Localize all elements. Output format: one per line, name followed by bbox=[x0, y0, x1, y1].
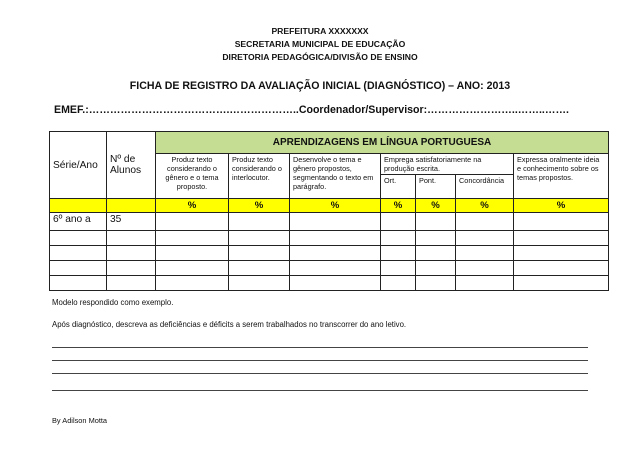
table-cell[interactable] bbox=[514, 231, 609, 246]
criterion-interlocutor: Produz texto considerando o interlocutor. bbox=[229, 154, 290, 199]
row-alunos[interactable]: 35 bbox=[107, 213, 156, 231]
note-instruction: Após diagnóstico, descreva as deficiências e déficits a serem trabalhados no transcorrer do ano letivo. bbox=[52, 320, 407, 329]
table-cell[interactable] bbox=[229, 213, 290, 231]
table-cell[interactable] bbox=[456, 213, 514, 231]
answer-line[interactable] bbox=[52, 347, 588, 348]
table-cell[interactable] bbox=[456, 231, 514, 246]
subcol-concordancia: Concordância bbox=[456, 175, 514, 199]
table-cell[interactable] bbox=[229, 246, 290, 261]
table-cell[interactable] bbox=[229, 231, 290, 246]
percent-cell: % bbox=[381, 199, 416, 213]
table-cell[interactable] bbox=[156, 261, 229, 276]
table-cell[interactable] bbox=[416, 276, 456, 291]
table-row bbox=[50, 261, 609, 276]
percent-cell: % bbox=[514, 199, 609, 213]
table-cell[interactable] bbox=[156, 213, 229, 231]
table-cell[interactable] bbox=[416, 261, 456, 276]
table-cell[interactable] bbox=[107, 231, 156, 246]
table-cell[interactable] bbox=[456, 261, 514, 276]
table-cell[interactable] bbox=[107, 276, 156, 291]
col-serie-ano: Série/Ano bbox=[50, 132, 107, 199]
table-cell[interactable] bbox=[381, 261, 416, 276]
footer-author: By Adilson Motta bbox=[52, 416, 108, 425]
table-cell[interactable] bbox=[290, 276, 381, 291]
criterion-oralidade: Expressa oralmente ideia e conhecimento sobre os temas propostos. bbox=[514, 154, 609, 199]
table-row bbox=[50, 213, 609, 231]
table-cell[interactable] bbox=[229, 276, 290, 291]
table-cell[interactable] bbox=[50, 246, 107, 261]
percent-cell: % bbox=[229, 199, 290, 213]
table-cell[interactable] bbox=[290, 213, 381, 231]
assessment-table bbox=[49, 131, 609, 291]
percent-cell: % bbox=[290, 199, 381, 213]
subcol-pontuacao: Pont. bbox=[416, 175, 456, 199]
table-cell[interactable] bbox=[156, 246, 229, 261]
answer-line[interactable] bbox=[52, 360, 588, 361]
answer-line[interactable] bbox=[52, 390, 588, 391]
table-cell[interactable] bbox=[381, 231, 416, 246]
percent-cell: % bbox=[416, 199, 456, 213]
table-cell[interactable] bbox=[381, 276, 416, 291]
emef-coordenador-line: EMEF.:………………………………….………………..Coordenador/Supervisor:……………………..……..……. bbox=[54, 104, 569, 116]
table-cell[interactable] bbox=[50, 231, 107, 246]
header-secretaria: SECRETARIA MUNICIPAL DE EDUCAÇÃO bbox=[234, 39, 406, 49]
table-cell[interactable] bbox=[50, 276, 107, 291]
form-title: FICHA DE REGISTRO DA AVALIAÇÃO INICIAL (DIAGNÓSTICO) – ANO: 2013 bbox=[129, 80, 511, 92]
col-num-alunos: Nº de Alunos bbox=[107, 132, 156, 199]
row-serie[interactable]: 6º ano a bbox=[50, 213, 107, 231]
table-cell[interactable] bbox=[107, 246, 156, 261]
table-cell[interactable] bbox=[416, 231, 456, 246]
table-cell[interactable] bbox=[514, 246, 609, 261]
header-prefeitura: PREFEITURA XXXXXXX bbox=[271, 26, 369, 36]
table-cell[interactable] bbox=[416, 246, 456, 261]
table-cell[interactable] bbox=[290, 261, 381, 276]
table-cell[interactable] bbox=[514, 261, 609, 276]
table-cell[interactable] bbox=[381, 213, 416, 231]
table-cell[interactable] bbox=[290, 246, 381, 261]
table-cell[interactable] bbox=[416, 213, 456, 231]
percent-cell: % bbox=[156, 199, 229, 213]
answer-line[interactable] bbox=[52, 373, 588, 374]
table-cell[interactable] bbox=[229, 261, 290, 276]
criterion-paragrafo: Desenvolve o tema e gênero propostos, segmentando o texto em parágrafo. bbox=[290, 154, 381, 199]
table-cell[interactable] bbox=[456, 246, 514, 261]
percent-spacer bbox=[107, 199, 156, 213]
table-cell[interactable] bbox=[456, 276, 514, 291]
subcol-ortografia: Ort. bbox=[381, 175, 416, 199]
table-cell[interactable] bbox=[514, 213, 609, 231]
table-cell[interactable] bbox=[50, 261, 107, 276]
table-cell[interactable] bbox=[156, 231, 229, 246]
percent-spacer bbox=[50, 199, 107, 213]
table-cell[interactable] bbox=[514, 276, 609, 291]
header-diretoria: DIRETORIA PEDAGÓGICA/DIVISÃO DE ENSINO bbox=[222, 52, 418, 62]
table-cell[interactable] bbox=[290, 231, 381, 246]
table-row bbox=[50, 246, 609, 261]
note-example: Modelo respondido como exemplo. bbox=[52, 298, 174, 307]
table-cell[interactable] bbox=[107, 261, 156, 276]
percent-cell: % bbox=[456, 199, 514, 213]
table-row bbox=[50, 276, 609, 291]
table-cell[interactable] bbox=[156, 276, 229, 291]
table-row bbox=[50, 231, 609, 246]
table-cell[interactable] bbox=[381, 246, 416, 261]
group-title-lingua-portuguesa: APRENDIZAGENS EM LÍNGUA PORTUGUESA bbox=[156, 132, 609, 154]
criterion-producao-escrita: Emprega satisfatoriamente na produção escrita. bbox=[381, 154, 514, 175]
criterion-genero-tema: Produz texto considerando o gênero e o tema proposto. bbox=[156, 154, 229, 199]
